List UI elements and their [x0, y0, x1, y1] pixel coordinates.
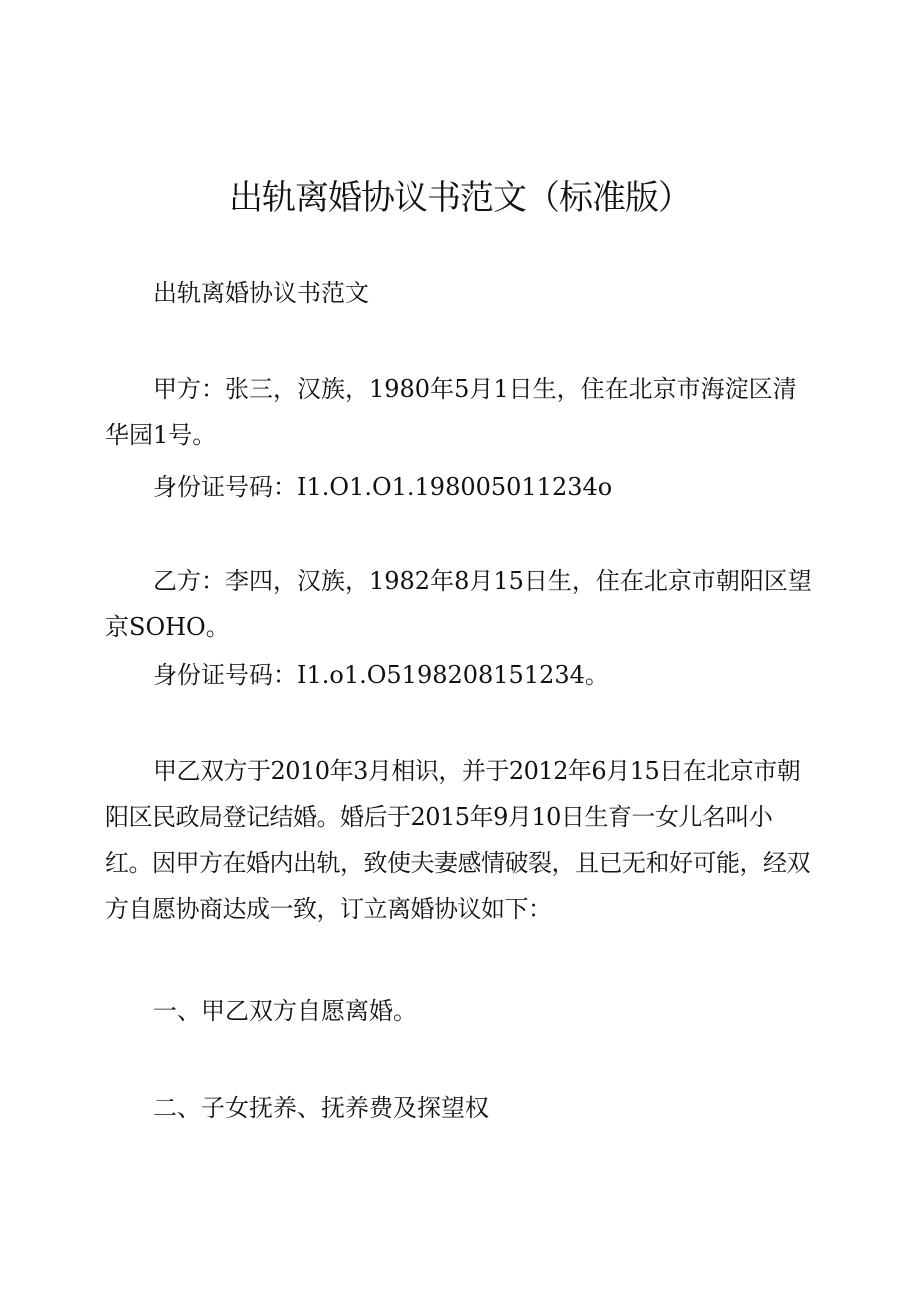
party-a-id: 身份证号码：I1.O1.O1.198005011234o [153, 473, 613, 501]
party-b-id: 身份证号码：I1.o1.O5198208151234。 [153, 661, 609, 689]
document-subtitle: 出轨离婚协议书范文 [153, 279, 369, 307]
marriage-background: 甲乙双方于2010年3月相识，并于2012年6月15日在北京市朝阳区民政局登记结婚。婚后于2015年9月10日生育一女儿名叫小红。因甲方在婚内出轨，致使夫妻感情破裂，且已无和好可能，经双方自愿协商达成一致，订立离婚协议如下： [105, 757, 810, 923]
clause-1: 一、甲乙双方自愿离婚。 [153, 997, 417, 1025]
document-title: 出轨离婚协议书范文（标准版） [229, 178, 691, 218]
party-a-info: 甲方：张三，汉族，1980年5月1日生，住在北京市海淀区清华园1号。 [105, 375, 797, 449]
party-b-info: 乙方：李四，汉族，1982年8月15日生，住在北京市朝阳区望京SOHO。 [105, 567, 812, 641]
clause-2: 二、子女抚养、抚养费及探望权 [153, 1094, 489, 1122]
